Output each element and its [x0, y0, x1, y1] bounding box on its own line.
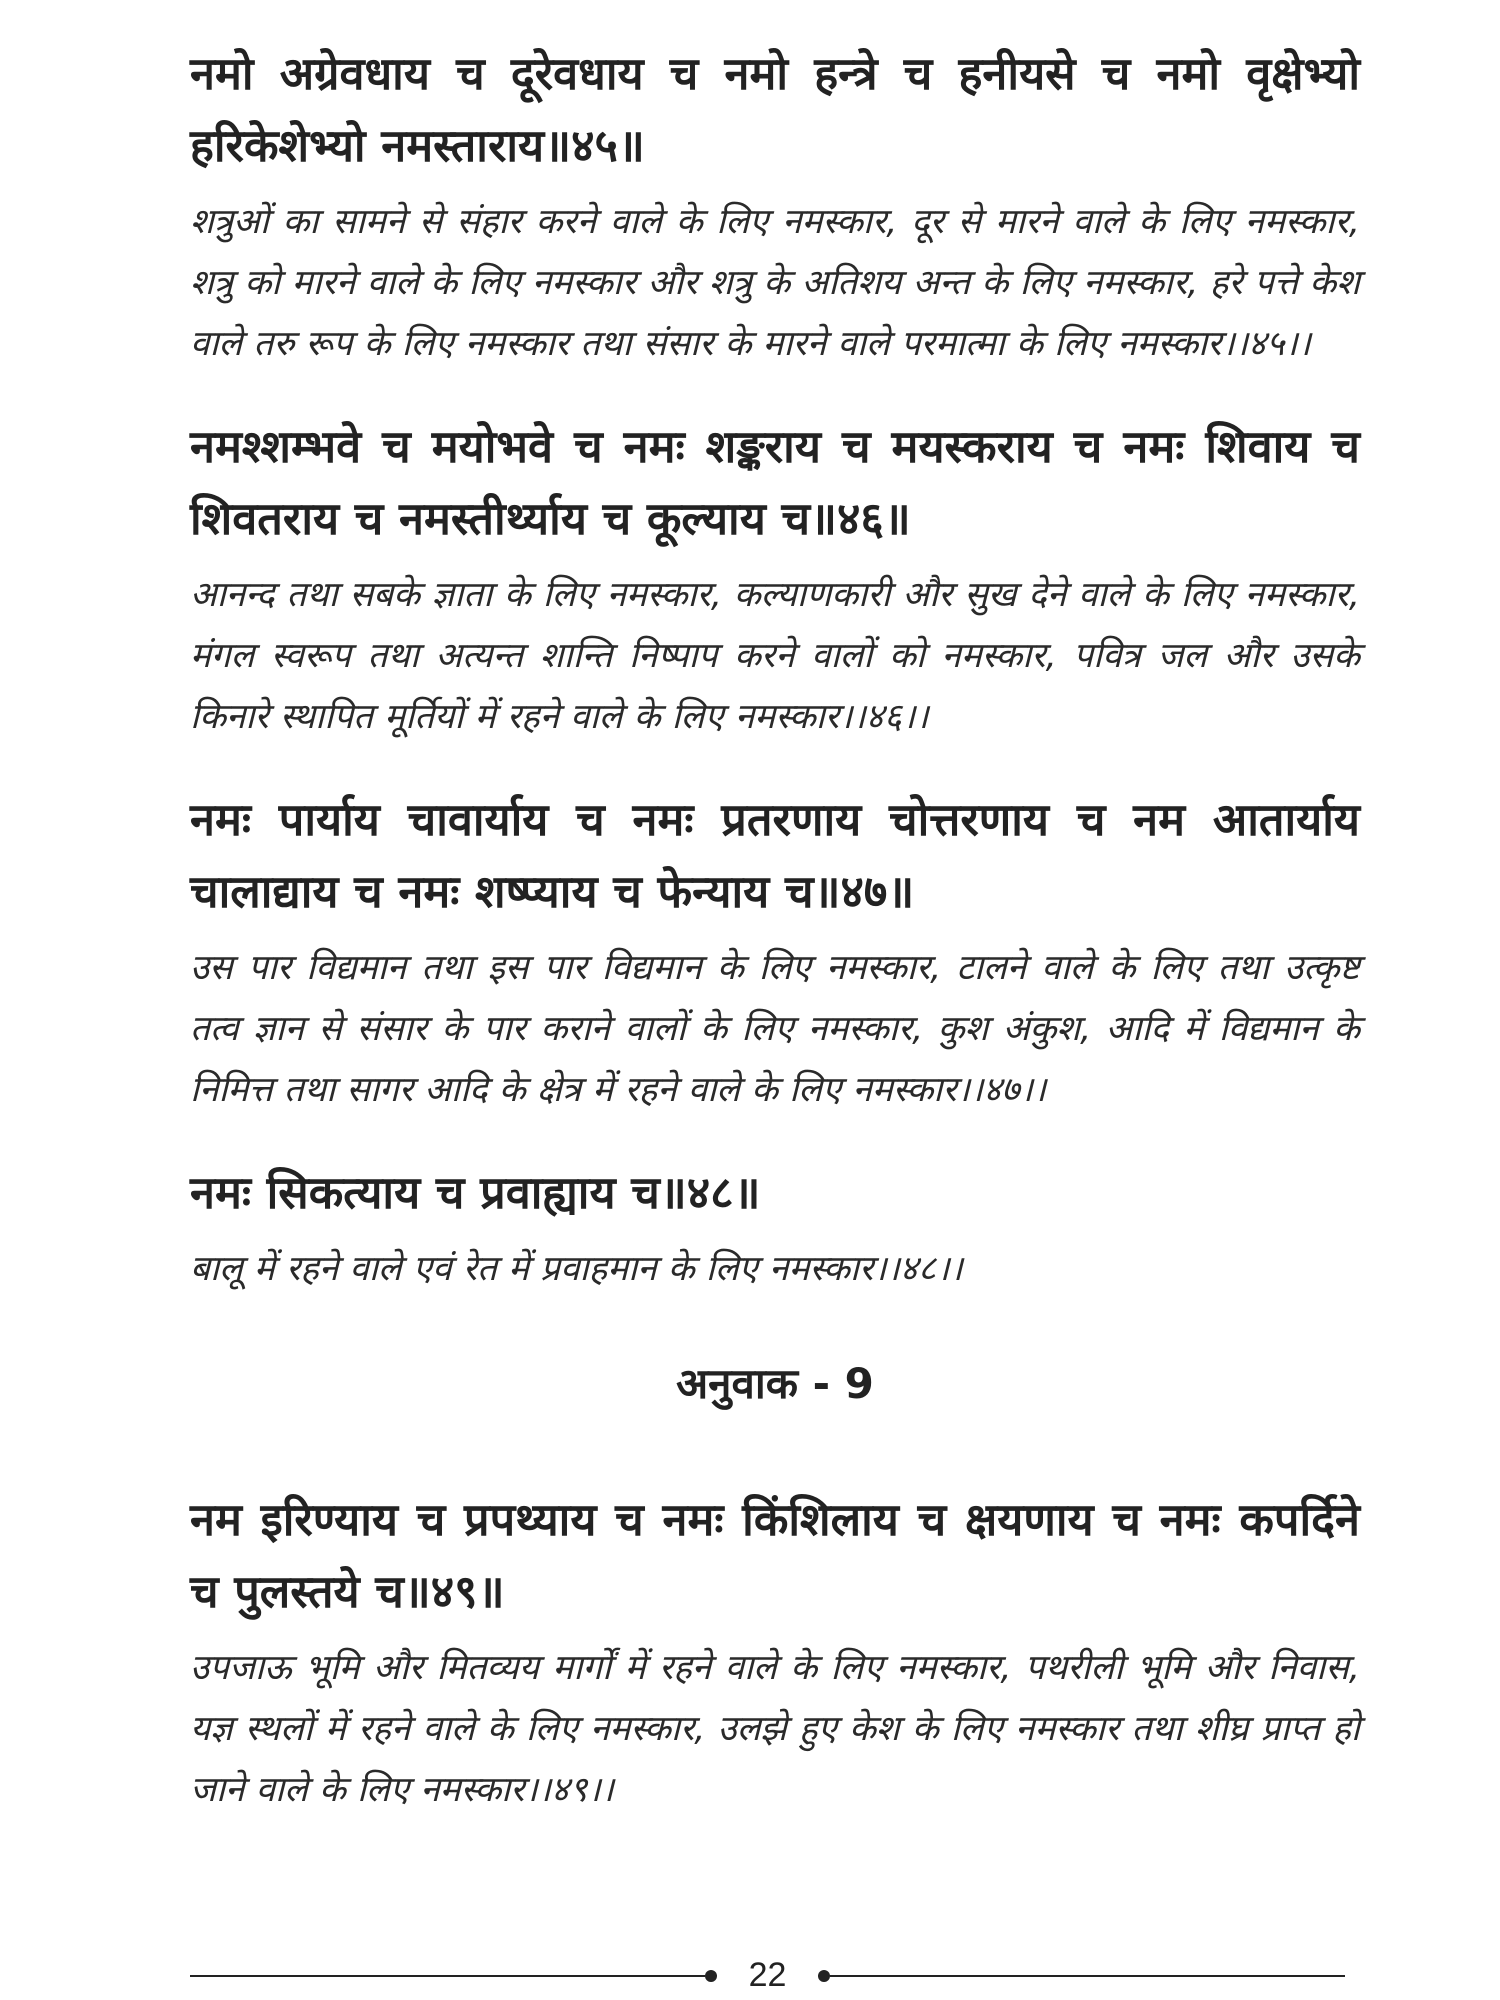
sanskrit-verse-49: नम इरिण्याय च प्रपथ्याय च नमः किंशिलाय च क्षयणाय च नमः कपर्दिने च पुलस्तये च॥४९॥	[190, 1493, 1360, 1618]
verse-block-48	[190, 1157, 1360, 1300]
footer-rule-right	[830, 1975, 1345, 1977]
hindi-translation-46: आनन्द तथा सबके ज्ञाता के लिए नमस्कार, कल्याणकारी और सुख देने वाले के लिए नमस्कार, मंगल स्वरूप तथा अत्यन्त शान्ति निष्पाप करने वालों को नमस्कार, पवित्र जल और उसके किनारे स्थापित मूर्तियों में रहने वाले के लिए नमस्कार।।४६।।	[190, 575, 1360, 737]
verse-block-46	[190, 411, 1360, 748]
sanskrit-verse-48: नमः सिकत्याय च प्रवाह्याय च॥४८॥	[190, 1166, 761, 1219]
sanskrit-verse-47: नमः पार्याय चावार्याय च नमः प्रतरणाय चोत्तरणाय च नम आतार्याय चालाद्याय च नमः शष्प्याय च फेन्याय च॥४७॥	[190, 793, 1360, 918]
sanskrit-verse-46: नमश्शम्भवे च मयोभवे च नमः शङ्कराय च मयस्कराय च नमः शिवाय च शिवतराय च नमस्तीर्थ्याय च कूल्याय च॥४६॥	[190, 420, 1360, 545]
hindi-translation-45: शत्रुओं का सामने से संहार करने वाले के लिए नमस्कार, दूर से मारने वाले के लिए नमस्कार, शत्रु को मारने वाले के लिए नमस्कार और शत्रु के अतिशय अन्त के लिए नमस्कार, हरे पत्ते केश वाले तरु रूप के लिए नमस्कार तथा संसार के मारने वाले परमात्मा के लिए नमस्कार।।४५।।	[190, 202, 1360, 364]
page-footer	[190, 1955, 1345, 1995]
hindi-translation-49: उपजाऊ भूमि और मितव्यय मार्गों में रहने वाले के लिए नमस्कार, पथरीली भूमि और निवास, यज्ञ स्थलों में रहने वाले के लिए नमस्कार, उलझे हुए केश के लिए नमस्कार तथा शीघ्र प्राप्त हो जाने वाले के लिए नमस्कार।।४९।।	[190, 1648, 1360, 1810]
page-number: 22	[748, 1956, 787, 1994]
verse-block-47	[190, 784, 1360, 1121]
hindi-translation-48: बालू में रहने वाले एवं रेत में प्रवाहमान के लिए नमस्कार।।४८।।	[190, 1249, 963, 1289]
verse-block-45	[190, 38, 1360, 375]
hindi-translation-47: उस पार विद्यमान तथा इस पार विद्यमान के लिए नमस्कार, टालने वाले के लिए तथा उत्कृष्ट तत्व ज्ञान से संसार के पार कराने वालों के लिए नमस्कार, कुश अंकुश, आदि में विद्यमान के निमित्त तथा सागर आदि के क्षेत्र में रहने वाले के लिए नमस्कार।।४७।।	[190, 948, 1360, 1110]
section-heading-anuvak: अनुवाक - 9	[676, 1359, 874, 1408]
verse-block-49	[190, 1484, 1360, 1821]
sanskrit-verse-45: नमो अग्रेवधाय च दूरेवधाय च नमो हन्त्रे च हनीयसे च नमो वृक्षेभ्यो हरिकेशेभ्यो नमस्ताराय॥४५॥	[190, 47, 1360, 172]
footer-bullet-right	[818, 1970, 830, 1982]
page-content	[190, 38, 1360, 1857]
